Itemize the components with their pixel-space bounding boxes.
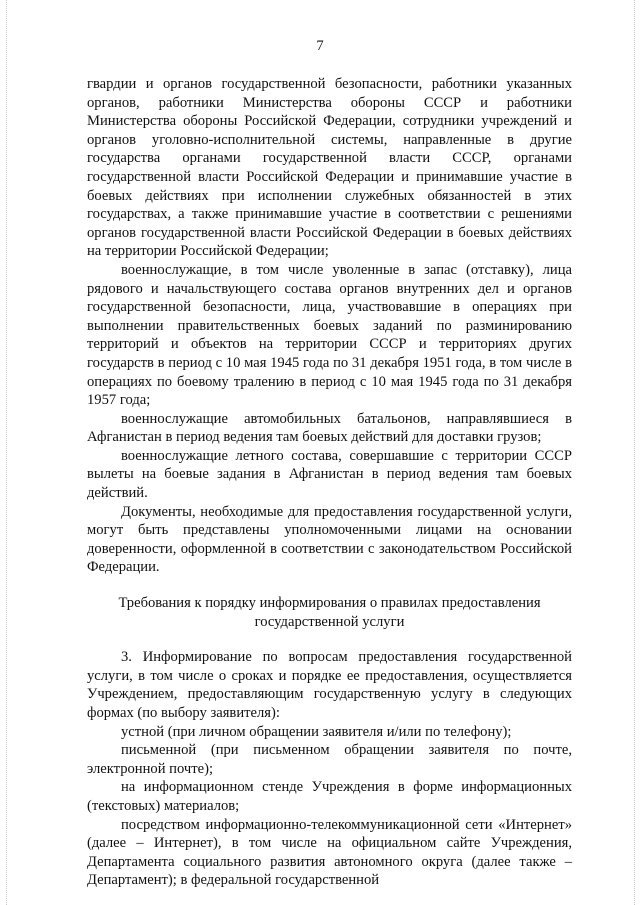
- section-heading: Требования к порядку информирования о правилах предоставления государственной услуги: [118, 595, 541, 630]
- paragraph: письменной (при письменном обращении заявителя по почте, электронной почте);: [87, 742, 572, 777]
- paragraph: военнослужащие автомобильных батальонов, направлявшиеся в Афганистан в период ведения там боевых действий для доставки грузов;: [87, 410, 572, 446]
- paragraph: Документы, необходимые для предоставления государственной услуги, могут быть представлены уполномоченными лицами на основании доверенности, оформленной в соответствии с законодательством Российской Федерации.: [87, 503, 572, 576]
- paragraph: устной (при личном обращении заявителя и/или по телефону);: [121, 723, 512, 740]
- spacer: [87, 631, 572, 648]
- spacer: [87, 577, 572, 594]
- paragraph: военнослужащие, в том числе уволенные в запас (отставку), лица рядового и начальствующего состава органов внутренних дел и органов государственной безопасности, лица, участвовавшие в операциях при выполнении правительственных боевых заданий по разминированию территорий и объектов на территории СССР и территориях других государств в период с 10 мая 1945 года по 31 декабря 1951 года, в том числе в операциях по боевому тралению в период с 10 мая 1945 года по 31 декабря 1957 года;: [87, 261, 572, 409]
- paragraph: 3. Информирование по вопросам предоставления государственной услуги, в том числе о сроках и порядке ее предоставления, осуществляется Учреждением, предоставляющим государственную услугу в следующих формах (по выбору заявителя):: [87, 649, 572, 721]
- paragraph-group-top: [87, 75, 572, 577]
- scan-edge-right: [634, 0, 635, 905]
- paragraph: гвардии и органов государственной безопасности, работники указанных органов, работники Министерства обороны СССР и работники Министерства обороны Российской Федерации, сотрудники учреждений и органов уголовно-исполнительной системы, направленные в другие государства органами государственной власти СССР, органами государственной власти Российской Федерации и принимавшие участие в боевых действиях при исполнении служебных обязанностей в этих государствах, а также принимавшие участие в соответствии с решениями органов государственной власти Российской Федерации в боевых действиях на территории Российской Федерации;: [87, 76, 572, 260]
- paragraph: военнослужащие летного состава, совершавшие с территории СССР вылеты на боевые задания в Афганистан в период ведения там боевых действий.: [87, 447, 572, 502]
- page-number: 7: [316, 38, 324, 54]
- document-body: [87, 75, 572, 890]
- scan-edge-left: [6, 0, 7, 905]
- paragraph-group-bottom: [87, 648, 572, 890]
- paragraph: посредством информационно-телекоммуникационной сети «Интернет» (далее – Интернет), в том числе на официальном сайте Учреждения, Департамента социального развития автономного округа (далее также – Департамент); в федеральной государственной: [87, 816, 572, 889]
- paragraph: на информационном стенде Учреждения в форме информационных (текстовых) материалов;: [87, 779, 572, 814]
